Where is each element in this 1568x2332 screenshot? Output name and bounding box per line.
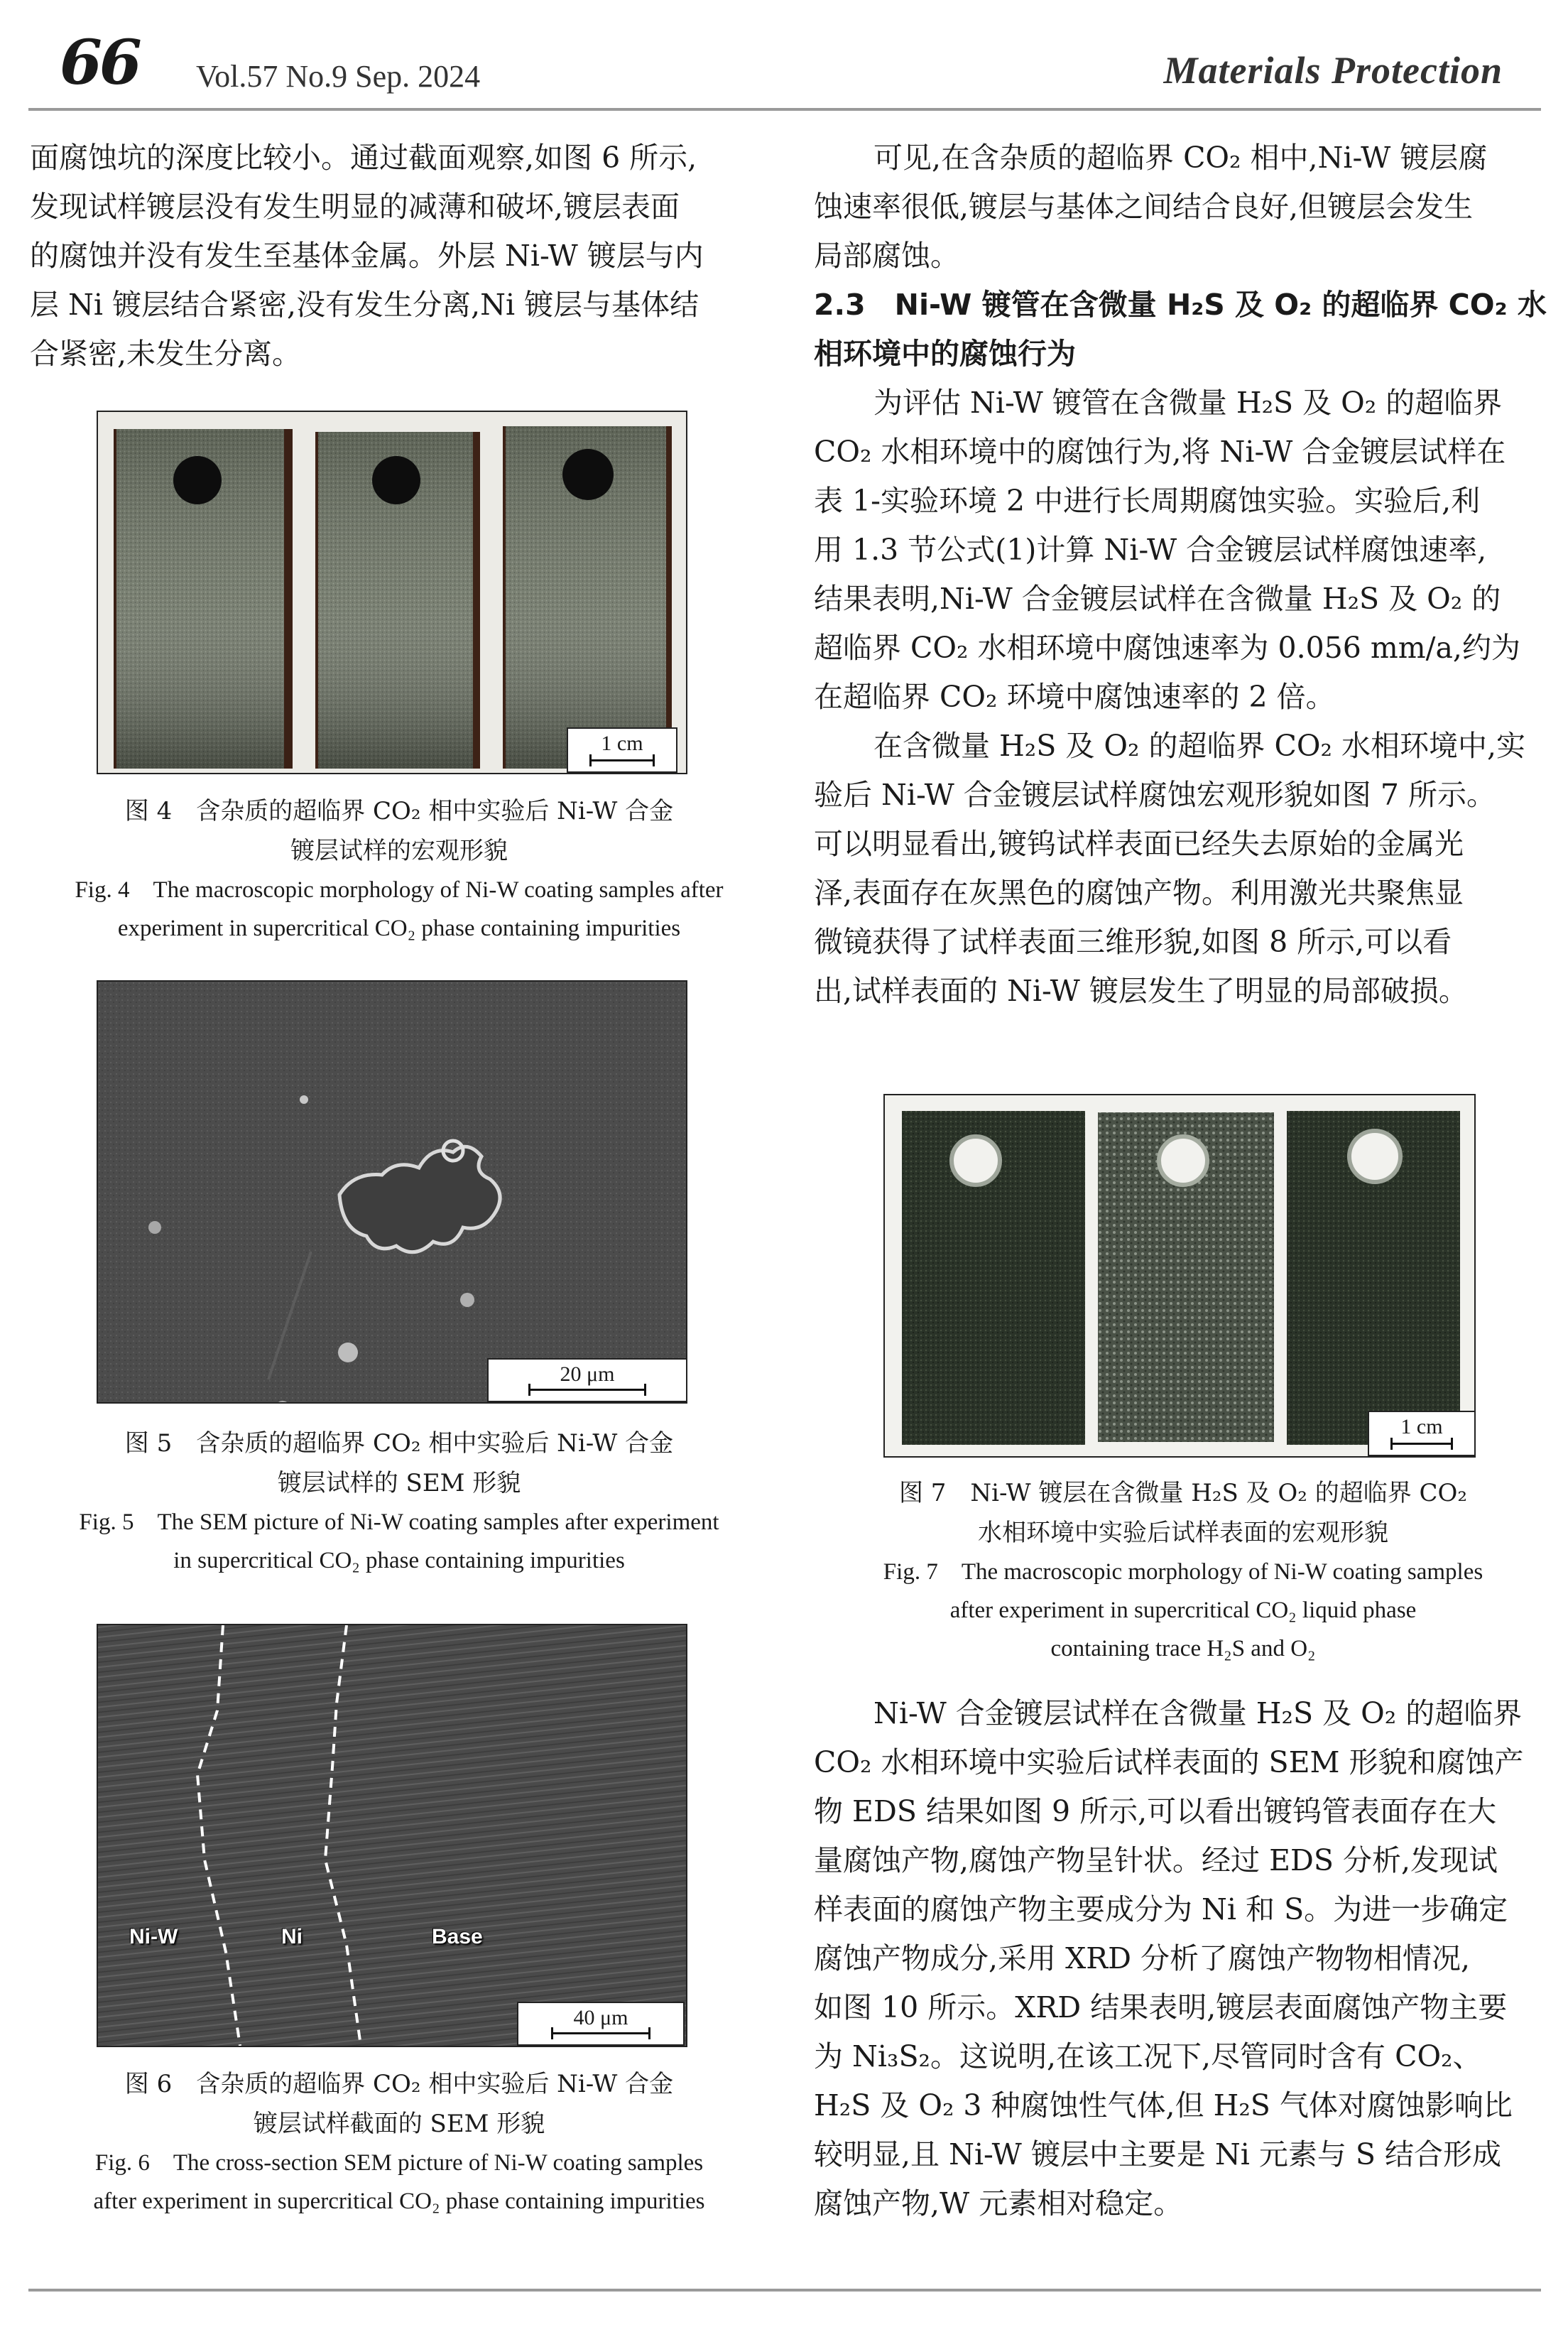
scale-bar-label: 1 cm — [1400, 1415, 1443, 1438]
figure-7-caption-en: containing trace H₂S and O₂ — [1050, 1636, 1316, 1661]
volume-info: Vol.57 No.9 Sep. 2024 — [196, 59, 481, 94]
figure-7-image — [883, 1094, 1476, 1458]
right-column-text-bottom — [814, 1689, 1552, 2228]
text-line: 用 1.3 节公式(1)计算 Ni-W 合金镀层试样腐蚀速率, — [814, 533, 1487, 567]
region-label-ni-w: Ni-W — [129, 1925, 178, 1948]
region-label-ni: Ni — [281, 1925, 303, 1948]
text-line: 如图 10 所示。XRD 结果表明,镀层表面腐蚀产物主要 — [814, 1990, 1508, 2024]
figure-7-caption-en: Fig. 7 The macroscopic morphology of Ni-W coating samples — [883, 1559, 1483, 1585]
scale-bar — [517, 2002, 685, 2046]
sample-strip-2 — [1098, 1112, 1274, 1442]
text-line: 微镜获得了试样表面三维形貌,如图 8 所示,可以看 — [814, 925, 1452, 959]
figure-7-caption-cn: 水相环境中实验后试样表面的宏观形貌 — [978, 1519, 1388, 1547]
text-line: 超临界 CO₂ 水相环境中腐蚀速率为 0.056 mm/a,约为 — [814, 631, 1520, 665]
figure-6-image — [97, 1624, 687, 2047]
text-line: 物 EDS 结果如图 9 所示,可以看出镀钨管表面存在大 — [814, 1794, 1497, 1828]
figure-6-caption-en: Fig. 6 The cross-section SEM picture of Ni-W coating samples — [94, 2150, 704, 2176]
text-line: 蚀速率很低,镀层与基体之间结合良好,但镀层会发生 — [814, 190, 1474, 224]
figure-4-caption-cn: 镀层试样的宏观形貌 — [290, 837, 508, 865]
text-line: CO₂ 水相环境中实验后试样表面的 SEM 形貌和腐蚀产 — [814, 1745, 1524, 1779]
scale-bar — [487, 1358, 687, 1402]
figure-5-image — [97, 980, 687, 1404]
text-line: 为评估 Ni-W 镀管在含微量 H₂S 及 O₂ 的超临界 — [873, 386, 1503, 420]
scale-bar-label: 20 μm — [560, 1362, 615, 1386]
text-line: 局部腐蚀。 — [814, 239, 959, 273]
text-line: 腐蚀产物成分,采用 XRD 分析了腐蚀产物物相情况, — [814, 1941, 1471, 1975]
text-line: 可以明显看出,镀钨试样表面已经失去原始的金属光 — [814, 827, 1464, 861]
text-line: 腐蚀产物,W 元素相对稳定。 — [814, 2186, 1183, 2220]
text-line: 为 Ni₃S₂。这说明,在该工况下,尽管同时含有 CO₂、 — [814, 2039, 1482, 2073]
text-line: 较明显,且 Ni-W 镀层中主要是 Ni 元素与 S 结合形成 — [814, 2137, 1502, 2171]
figure-7-caption-en: after experiment in supercritical CO₂ liquid phase — [949, 1598, 1417, 1623]
region-label-base: Base — [432, 1925, 483, 1948]
figure-4-caption-cn: 图 4 含杂质的超临界 CO₂ 相中实验后 Ni-W 合金 — [124, 797, 674, 825]
sample-strip-2 — [315, 432, 480, 769]
text-line: 合紧密,未发生分离。 — [30, 337, 302, 371]
left-paragraph — [30, 134, 768, 379]
figure-4-image — [97, 411, 687, 774]
sample-strip-3 — [1287, 1111, 1460, 1445]
text-line: 样表面的腐蚀产物主要成分为 Ni 和 S。为进一步确定 — [814, 1892, 1508, 1926]
text-line: 面腐蚀坑的深度比较小。通过截面观察,如图 6 所示, — [30, 141, 697, 175]
sample-strip-3 — [503, 426, 672, 769]
text-line: 泽,表面存在灰黑色的腐蚀产物。利用激光共聚焦显 — [814, 876, 1464, 910]
text-line: 发现试样镀层没有发生明显的减薄和破坏,镀层表面 — [30, 190, 680, 224]
figure-6-caption-cn: 镀层试样截面的 SEM 形貌 — [253, 2110, 545, 2138]
text-line: Ni-W 合金镀层试样在含微量 H₂S 及 O₂ 的超临界 — [873, 1696, 1523, 1730]
figure-7-caption-cn: 图 7 Ni-W 镀层在含微量 H₂S 及 O₂ 的超临界 CO₂ — [898, 1479, 1468, 1507]
figure-5-caption-cn: 图 5 含杂质的超临界 CO₂ 相中实验后 Ni-W 合金 — [124, 1429, 674, 1458]
right-column-text — [814, 134, 1552, 1016]
figure-6-caption-cn: 图 6 含杂质的超临界 CO₂ 相中实验后 Ni-W 合金 — [124, 2070, 674, 2098]
section-heading: 相环境中的腐蚀行为 — [814, 337, 1076, 371]
text-line: 验后 Ni-W 合金镀层试样腐蚀宏观形貌如图 7 所示。 — [814, 778, 1496, 812]
text-line: 量腐蚀产物,腐蚀产物呈针状。经过 EDS 分析,发现试 — [814, 1843, 1498, 1877]
figure-5-caption-cn: 镀层试样的 SEM 形貌 — [277, 1469, 521, 1497]
text-line: 层 Ni 镀层结合紧密,没有发生分离,Ni 镀层与基体结 — [30, 288, 699, 322]
figure-4-caption-en: Fig. 4 The macroscopic morphology of Ni-W coating samples after — [75, 877, 724, 903]
figure-5-caption-en: Fig. 5 The SEM picture of Ni-W coating samples after experiment — [79, 1509, 719, 1535]
text-line: 出,试样表面的 Ni-W 镀层发生了明显的局部破损。 — [814, 974, 1468, 1008]
text-line: 可见,在含杂质的超临界 CO₂ 相中,Ni-W 镀层腐 — [873, 141, 1488, 175]
scale-bar-label: 1 cm — [601, 732, 643, 755]
figure-6-caption-en: after experiment in supercritical CO₂ phase containing impurities — [93, 2189, 705, 2214]
footer-rule — [28, 2289, 1541, 2292]
text-line: H₂S 及 O₂ 3 种腐蚀性气体,但 H₂S 气体对腐蚀影响比 — [814, 2088, 1513, 2122]
journal-title: Materials Protection — [1163, 49, 1503, 92]
text-line: CO₂ 水相环境中的腐蚀行为,将 Ni-W 合金镀层试样在 — [814, 435, 1506, 469]
figure-5-caption-en: in supercritical CO₂ phase containing impurities — [173, 1548, 625, 1573]
figure-4-caption-en: experiment in supercritical CO₂ phase containing impurities — [117, 916, 681, 941]
section-heading: 2.3 Ni-W 镀管在含微量 H₂S 及 O₂ 的超临界 CO₂ 水 — [814, 288, 1547, 322]
sample-strip-1 — [114, 429, 293, 769]
page-number: 66 — [60, 27, 139, 99]
text-line: 在超临界 CO₂ 环境中腐蚀速率的 2 倍。 — [814, 680, 1335, 714]
text-line: 在含微量 H₂S 及 O₂ 的超临界 CO₂ 水相环境中,实 — [873, 729, 1525, 763]
text-line: 结果表明,Ni-W 合金镀层试样在含微量 H₂S 及 O₂ 的 — [814, 582, 1501, 616]
sample-strip-1 — [902, 1111, 1085, 1445]
text-line: 表 1-实验环境 2 中进行长周期腐蚀实验。实验后,利 — [814, 484, 1481, 518]
header-rule — [28, 108, 1541, 111]
scale-bar-label: 40 μm — [573, 2006, 628, 2029]
scale-bar — [1368, 1411, 1476, 1456]
scale-bar — [567, 727, 677, 773]
text-line: 的腐蚀并没有发生至基体金属。外层 Ni-W 镀层与内 — [30, 239, 704, 273]
